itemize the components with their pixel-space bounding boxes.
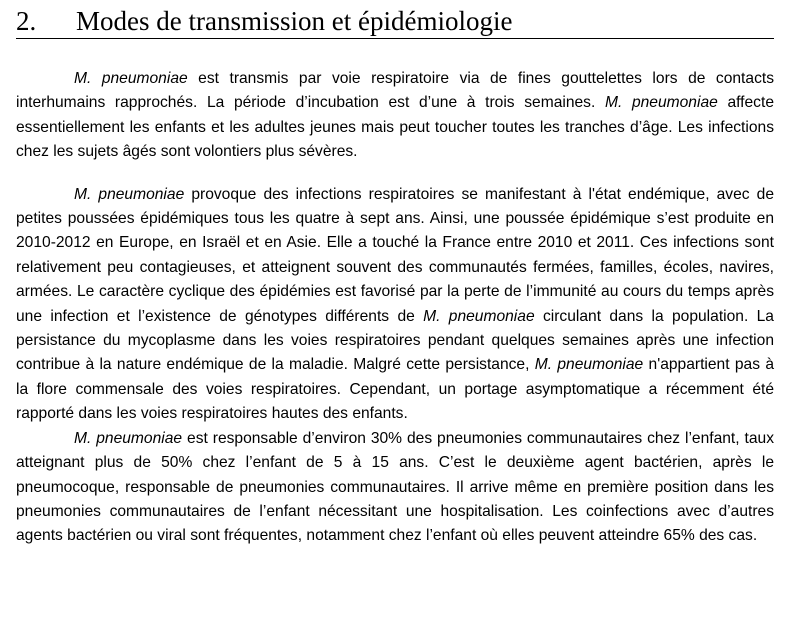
document-page [16,0,774,636]
paragraph-text: est responsable d’environ 30% des pneumonies communautaires chez l’enfant, taux atteignant plus de 50% chez l’enfant de 5 à 15 ans. C’est le deuxième agent bactérien, après le pneumocoque, responsable de pneumonies communautaires. Il arrive même en première position dans les pneumonies communautaires de l’enfant nécessitant une hospitalisation. Les coinfections avec d’autres agents bactérien ou viral sont fréquentes, notamment chez l’enfant où elles peuvent atteindre 65% des cas. [16,429,774,545]
paragraph-text: n'appartient pas à la flore commensale des voies respiratoires. Cependant, un portage asymptomatique a récemment été rapporté dans les voies respiratoires hautes des enfants. [16,356,774,423]
species-name: M. pneumoniae [604,94,718,112]
species-name: M. pneumoniae [534,356,644,374]
paragraph-text: affecte essentiellement les enfants et les adultes jeunes mais peut toucher toutes les tranches d’âge. Les infections chez les sujets âgés sont volontiers plus sévères. [16,94,774,161]
paragraph-text: provoque des infections respiratoires se manifestant à l'état endémique, avec de petites poussées épidémiques tous les quatre à sept ans. Ainsi, une poussée épidémique s’est produite en 2010-2012 en Europe, en Israël et en Asie. Elle a touché la France entre 2010 et 2011. Ces infections sont relativement peu contagieuses, et atteignent souvent des communautés fermées, familles, écoles, navires, armées. Le caractère cyclique des épidémies est favorisé par la perte de l’immunité au cours du temps après une infection et l’existence de génotypes différents de [16,185,774,325]
section-heading [16,0,774,39]
species-name: M. pneumoniae [74,429,183,447]
section-number: 2. [16,6,37,36]
paragraph-text: circulant dans la population. La persistance du mycoplasme dans les voies respiratoires pendant quelques semaines après une infection contribue à la nature endémique de la maladie. Malgré cette persistance, [16,307,774,374]
paragraph-text: est transmis par voie respiratoire via de fines gouttelettes lors de contacts interhumains rapprochés. La période d’incubation est d’une à trois semaines. [16,70,774,112]
section-title: Modes de transmission et épidémiologie [76,6,513,36]
paragraph-epidemiology [16,183,774,427]
species-name: M. pneumoniae [423,307,535,325]
paragraph-pneumonia-statistics [16,427,774,549]
species-name: M. pneumoniae [74,70,188,87]
species-name: M. pneumoniae [74,185,185,203]
paragraph-transmission [16,67,774,165]
